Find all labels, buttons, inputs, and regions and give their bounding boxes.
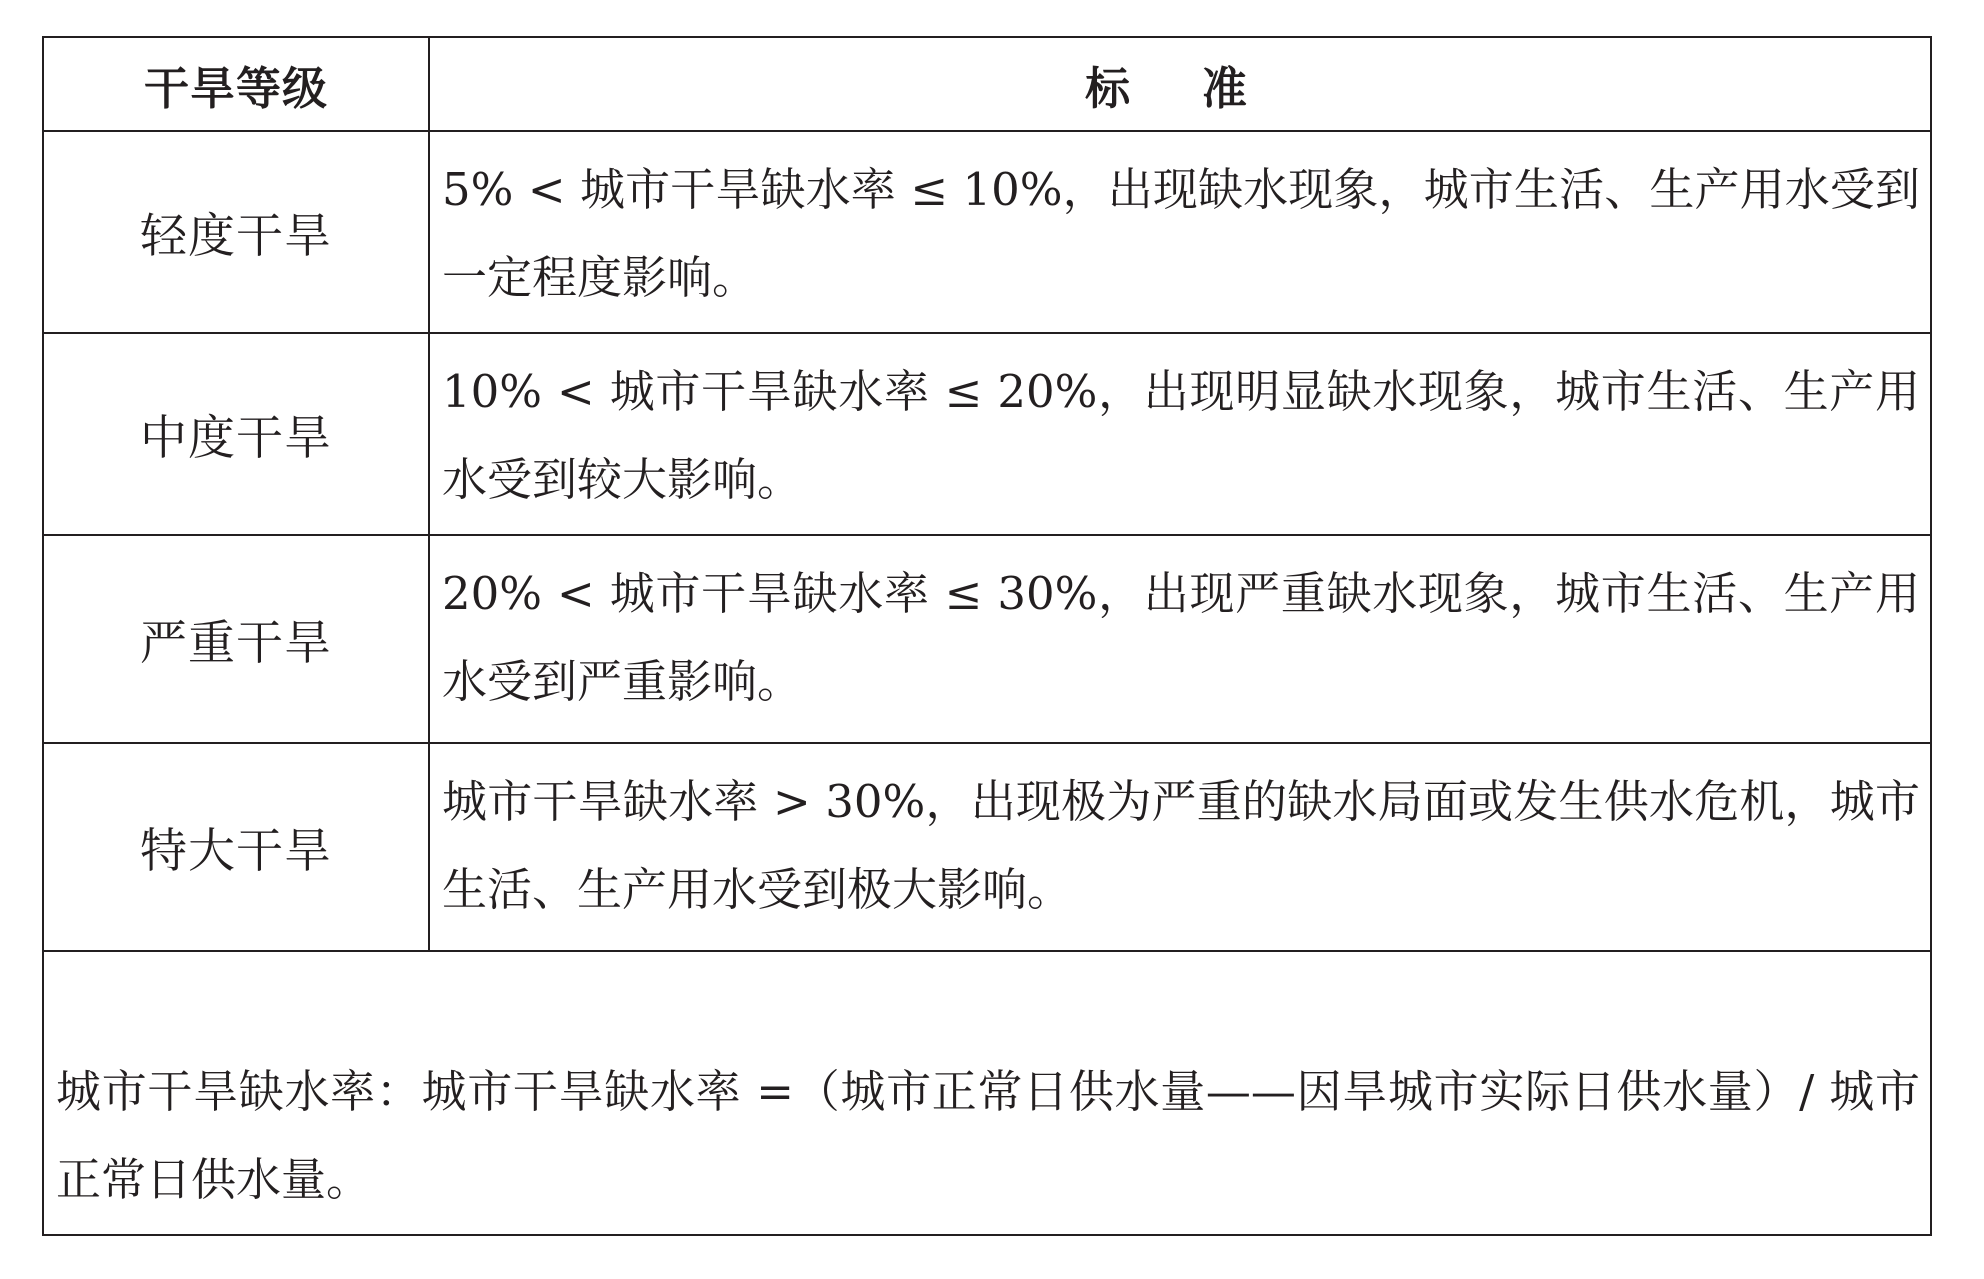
row-level: 中度干旱	[44, 334, 430, 534]
table-row	[44, 334, 1930, 536]
header-criteria: 标 准	[1085, 61, 1275, 115]
table-row	[44, 132, 1930, 334]
table-row	[44, 744, 1930, 952]
row-criteria: 5% < 城市干旱缺水率 ≤ 10%，出现缺水现象，城市生活、生产用水受到一定程度影响。	[442, 163, 1920, 304]
row-level: 严重干旱	[44, 536, 430, 742]
table-header-row	[44, 38, 1930, 132]
drought-level-table	[42, 36, 1932, 1236]
table-row	[44, 536, 1930, 744]
row-criteria: 10% < 城市干旱缺水率 ≤ 20%，出现明显缺水现象，城市生活、生产用水受到较大影响。	[442, 365, 1920, 506]
row-level: 特大干旱	[44, 744, 430, 950]
row-level: 轻度干旱	[44, 132, 430, 332]
header-level: 干旱等级	[44, 38, 430, 130]
table-footnote: 城市干旱缺水率：城市干旱缺水率 =（城市正常日供水量——因旱城市实际日供水量）/ 城市正常日供水量。	[56, 1065, 1920, 1206]
row-criteria: 城市干旱缺水率 > 30%，出现极为严重的缺水局面或发生供水危机，城市生活、生产用水受到极大影响。	[442, 775, 1920, 916]
row-criteria: 20% < 城市干旱缺水率 ≤ 30%，出现严重缺水现象，城市生活、生产用水受到严重影响。	[442, 567, 1920, 708]
